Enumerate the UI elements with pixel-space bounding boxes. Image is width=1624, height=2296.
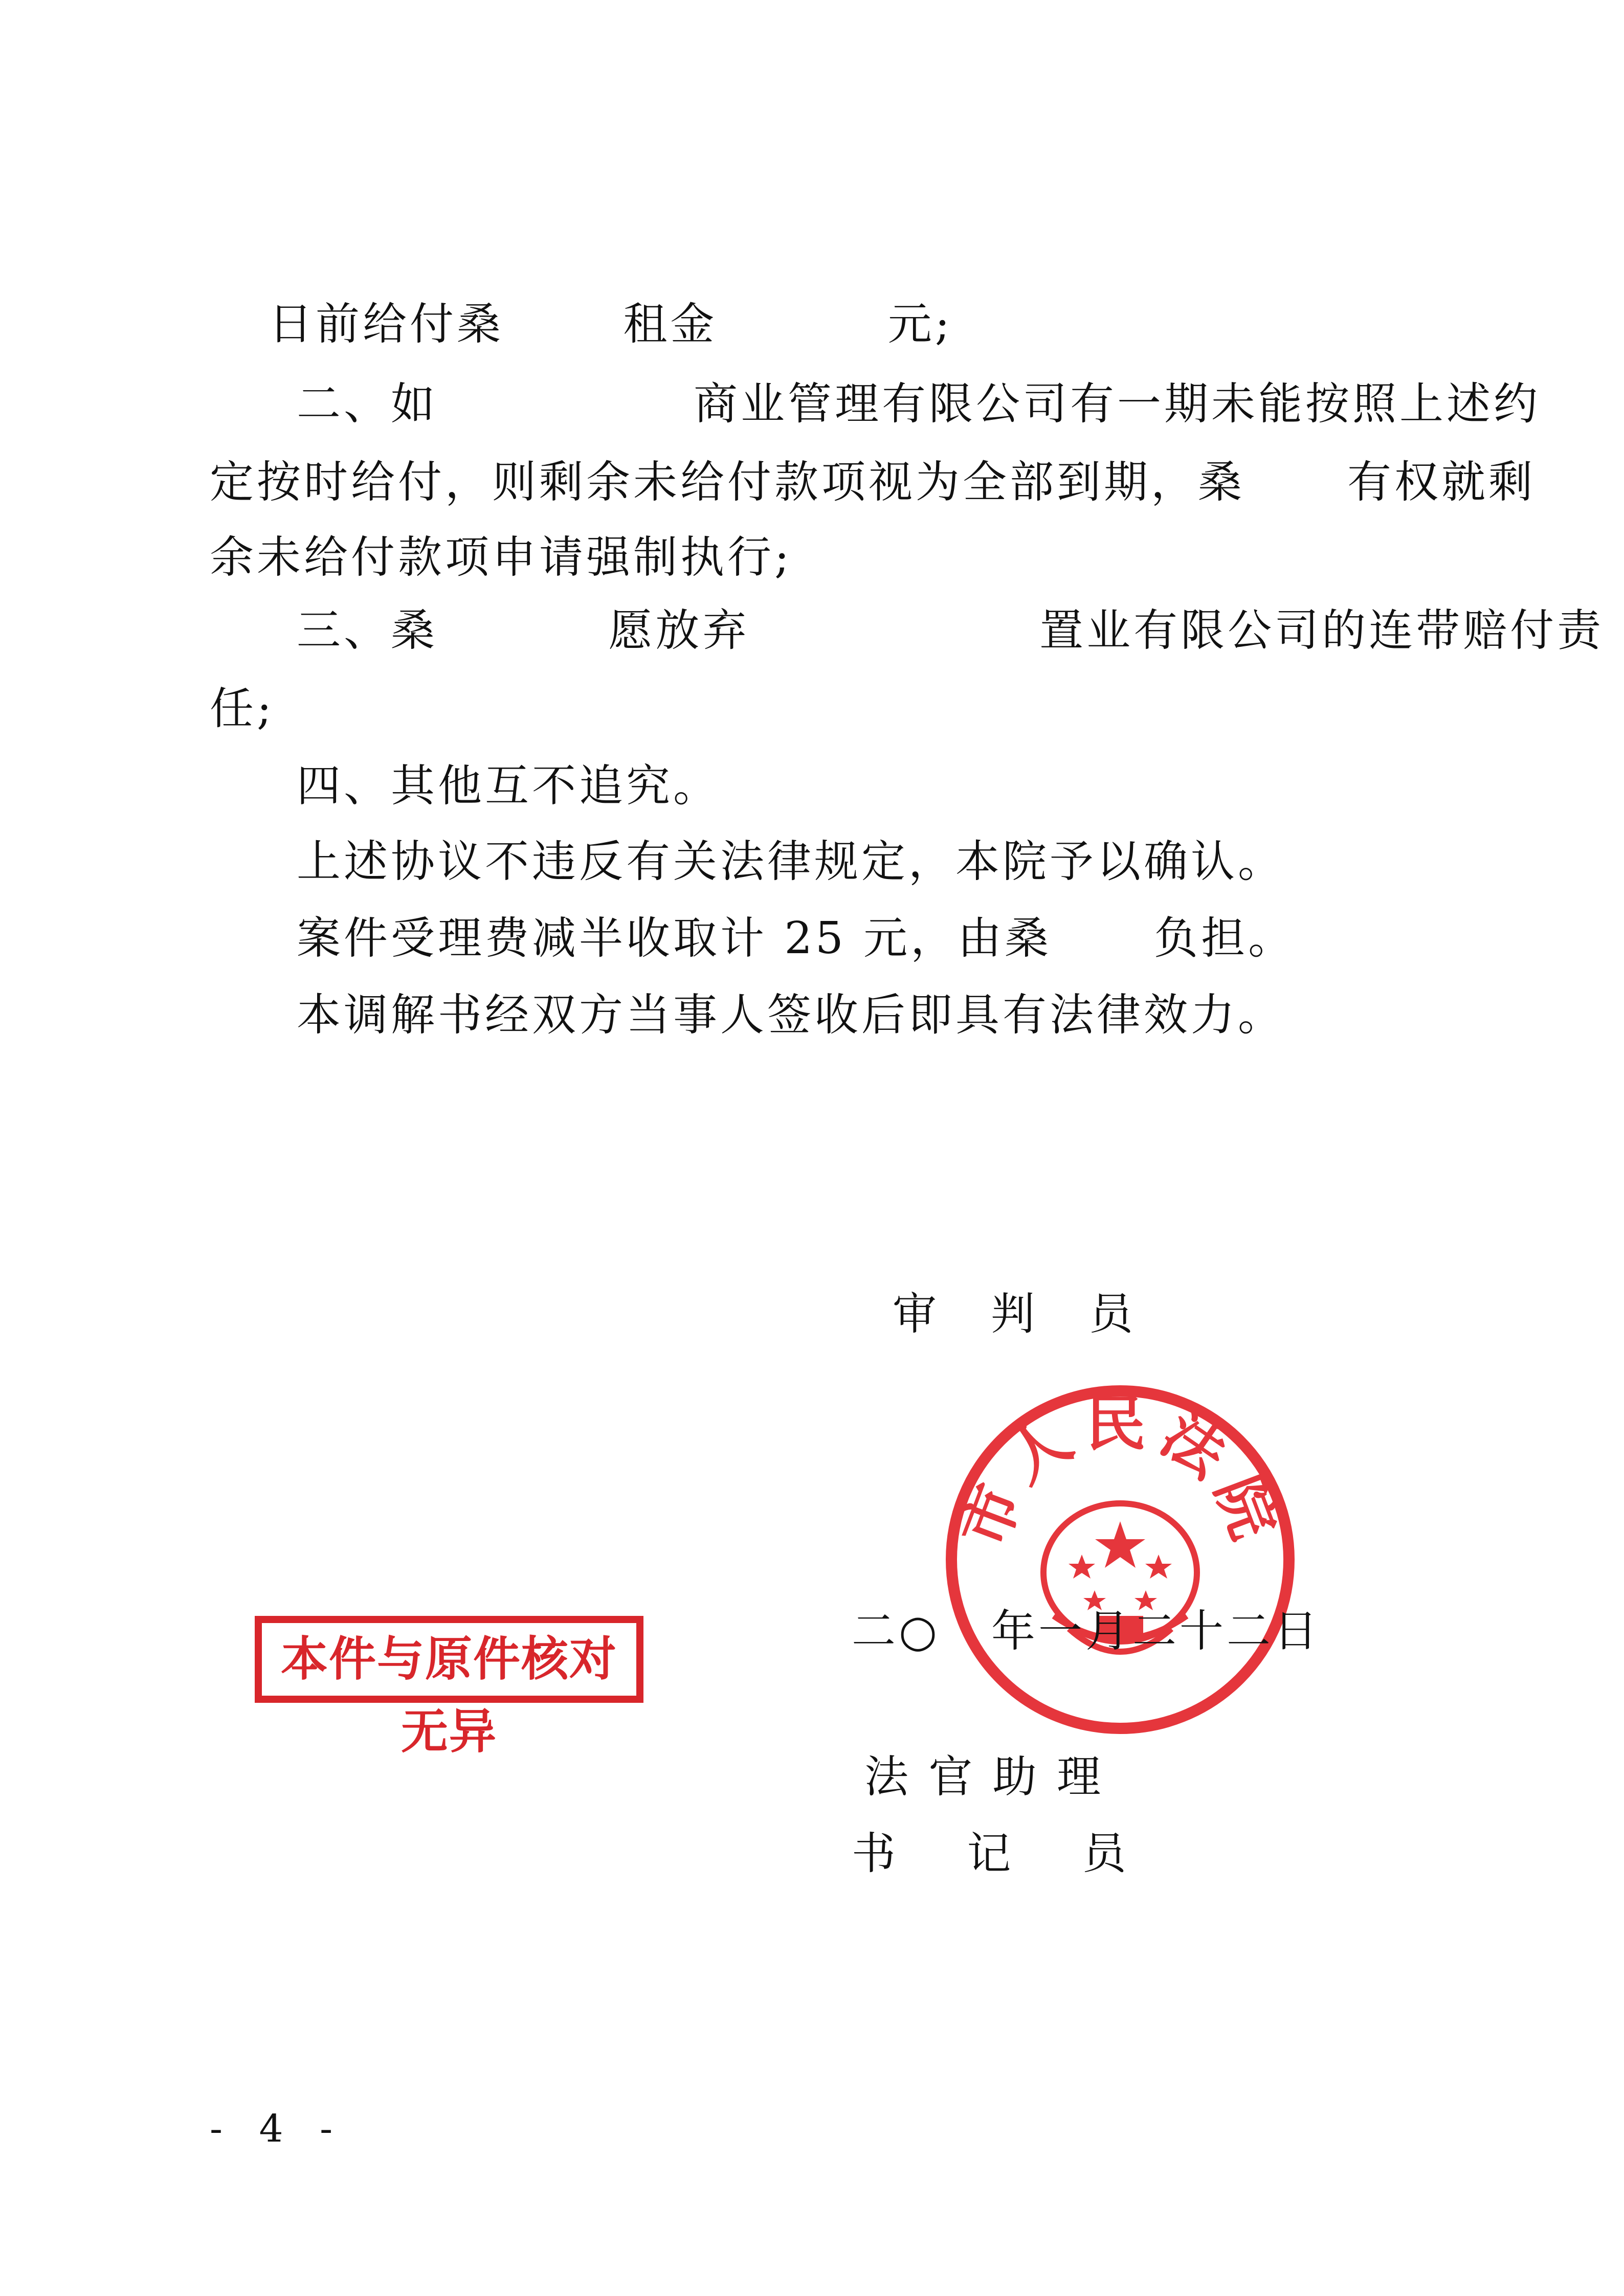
small-star-icon <box>1069 1555 1095 1579</box>
court-seal-text: 市人民法院 <box>947 1388 1293 1557</box>
large-star-icon <box>1095 1521 1145 1568</box>
body-line-9: 案件受理费减半收取计 25 元，由桑 负担。 <box>297 913 1296 964</box>
body-line-8: 上述协议不违反有关法律规定，本院予以确认。 <box>297 836 1285 887</box>
certification-stamp: 本件与原件核对无异 <box>255 1616 643 1703</box>
body-line-4: 余未给付款项申请强制执行; <box>210 532 792 583</box>
body-line-2: 二、如 商业管理有限公司有一期未能按照上述约 <box>297 378 1541 430</box>
date-line: 二○ 年一月二十二日 <box>852 1606 1321 1657</box>
clerk-label: 书 记 员 <box>852 1828 1129 1879</box>
body-line-10: 本调解书经双方当事人签收后即具有法律效力。 <box>297 989 1285 1041</box>
judge-label: 审 判 员 <box>893 1289 1137 1340</box>
body-line-5: 三、桑 愿放弃 置业有限公司的连带赔付责 <box>297 605 1605 656</box>
body-line-3: 定按时给付，则剩余未给付款项视为全部到期，桑 有权就剩 <box>210 457 1536 508</box>
small-star-icon <box>1145 1555 1172 1579</box>
body-line-1: 日前给付桑 租金 元; <box>269 299 953 350</box>
body-line-6: 任; <box>210 683 275 734</box>
court-seal <box>936 1376 1304 1744</box>
assistant-label: 法 官 助 理 <box>864 1751 1104 1803</box>
body-line-7: 四、其他互不追究。 <box>297 760 720 812</box>
page-number: - 4 - <box>210 2107 345 2151</box>
